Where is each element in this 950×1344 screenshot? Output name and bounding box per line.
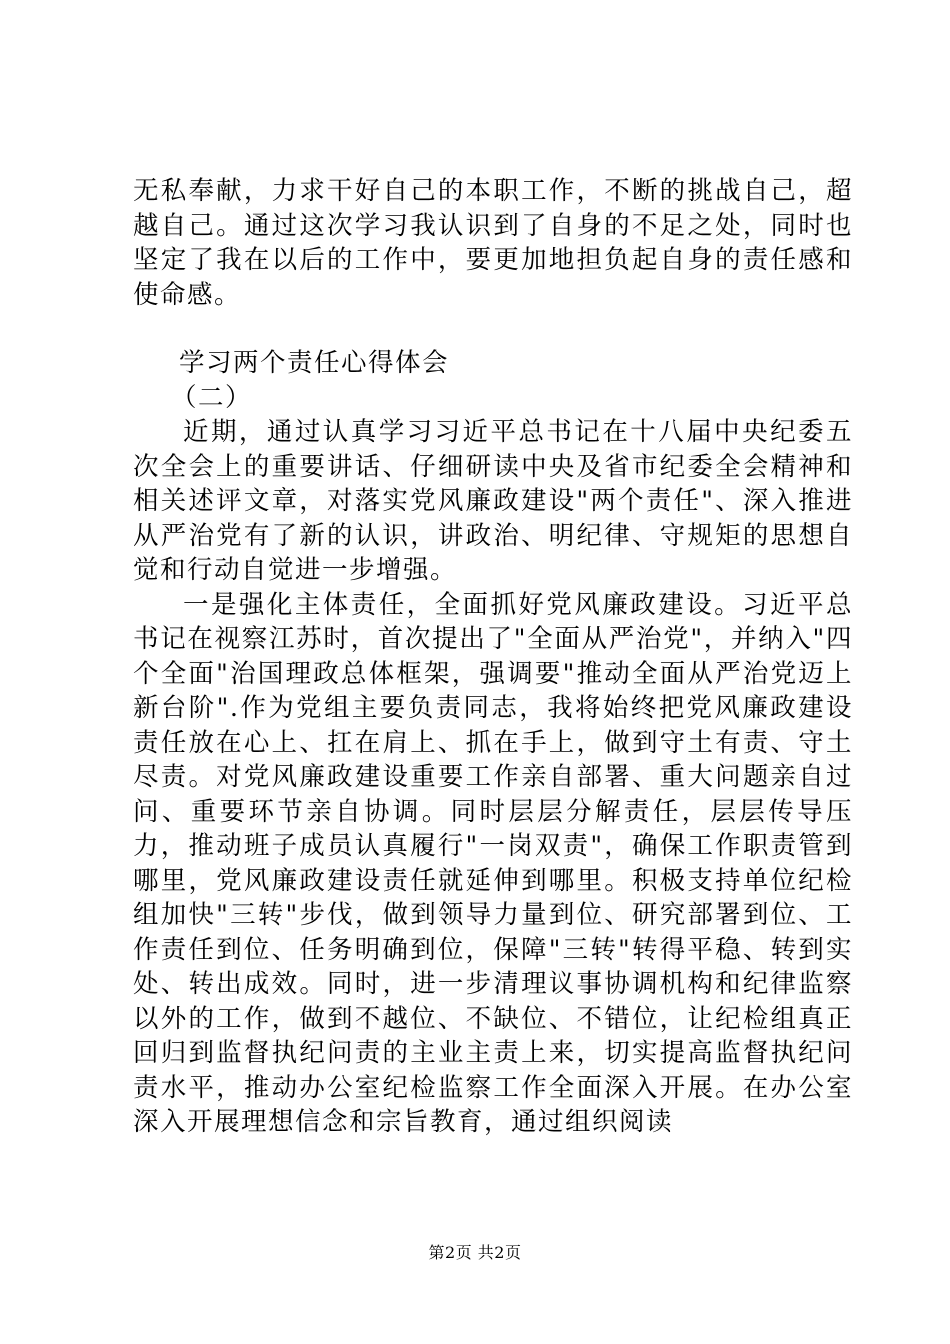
paragraph-spacer	[133, 312, 853, 346]
intro-paragraph: 无私奉献，力求干好自己的本职工作，不断的挑战自己，超越自己。通过这次学习我认识到了自身的不足之处，同时也坚定了我在以后的工作中，要更加地担负起自身的责任感和使命感。	[133, 176, 853, 310]
document-subtitle: （二）	[171, 382, 253, 413]
body-paragraph: 一是强化主体责任，全面抓好党风廉政建设。习近平总书记在视察江苏时，首次提出了"全面从严治党"，并纳入"四个全面"治国理政总体框架，强调要"推动全面从严治党迈上新台阶".作为党组主要负责同志，我将始终把党风廉政建设责任放在心上、扛在肩上、抓在手上，做到守土有责、守土尽责。对党风廉政建设重要工作亲自部署、重大问题亲自过问、重要环节亲自协调。同时层层分解责任，层层传导压力，推动班子成员认真履行"一岗双责"，确保工作职责管到哪里，党风廉政建设责任就延伸到哪里。积极支持单位纪检组加快"三转"步伐，做到领导力量到位、研究部署到位、工作责任到位、任务明确到位，保障"三转"转得平稳、转到实处、转出成效。同时，进一步清理议事协调机构和纪律监察以外的工作，做到不越位、不缺位、不错位，让纪检组真正回归到监督执纪问责的主业主责上来，切实提高监督执纪问责水平，推动办公室纪检监察工作全面深入开展。在办公室深入开展理想信念和宗旨教育，通过组织阅读	[133, 589, 853, 1137]
document-title: 学习两个责任心得体会	[179, 348, 450, 378]
page-footer: 第2页 共2页	[428, 1243, 522, 1262]
body-paragraph: 近期，通过认真学习习近平总书记在十八届中央纪委五次全会上的重要讲话、仔细研读中央及省市纪委全会精神和相关述评文章，对落实党风廉政建设"两个责任"、深入推进从严治党有了新的认识，讲政治、明纪律、守规矩的思想自觉和行动自觉进一步增强。	[133, 417, 853, 585]
document-body	[133, 174, 853, 1140]
